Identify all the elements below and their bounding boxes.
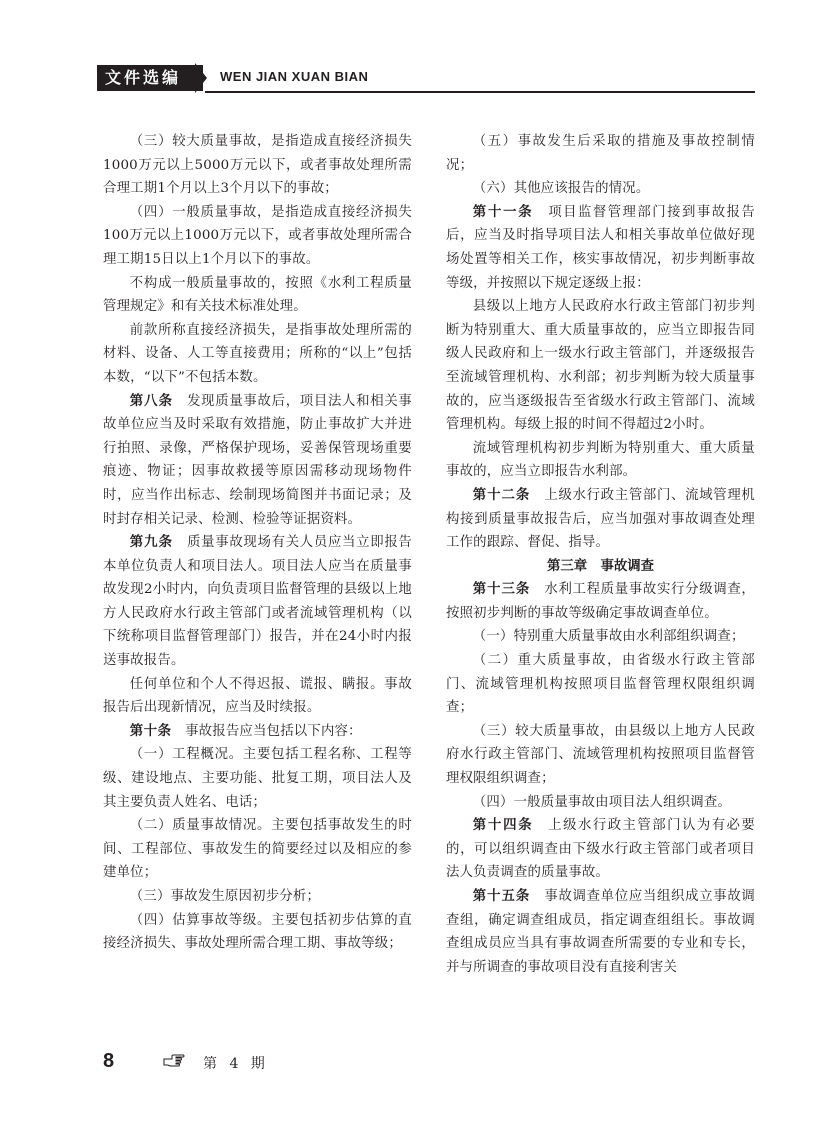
paragraph	[103, 743, 412, 814]
paragraph	[446, 791, 755, 815]
paragraph	[103, 201, 412, 272]
chapter-heading: 第三章 事故调查	[546, 558, 655, 574]
header-rule	[205, 91, 755, 93]
paragraph-text: （三）较大质量事故，由县级以上地方人民政府水行政主管部门、流域管理机构按照项目监督管理权限组织调查；	[446, 723, 755, 787]
article-number: 第八条	[129, 393, 173, 409]
paragraph-text: （五）事故发生后采取的措施及事故控制情况；	[446, 134, 755, 173]
paragraph	[446, 885, 755, 979]
paragraph-text: 流域管理机构初步判断为特别重大、重大质量事故的，应当立即报告水利部。	[446, 440, 755, 480]
paragraph	[446, 578, 755, 625]
paragraph-text: 上级水行政主管部门、流域管理机构接到质量事故报告后，应当加强对事故调查处理工作的跟踪、督促、指导。	[446, 487, 756, 551]
paragraph-text: （六）其他应该报告的情况。	[472, 181, 650, 197]
paragraph	[103, 531, 412, 673]
paragraph	[446, 177, 755, 201]
article-number: 第十五条	[472, 889, 531, 904]
article-number: 第十条	[129, 723, 172, 739]
paragraph-text: （二）重大质量事故，由省级水行政主管部门、流域管理机构按照项目监督管理权限组织调查；	[446, 653, 755, 716]
paragraph	[103, 909, 412, 956]
paragraph-text: 任何单位和个人不得迟报、谎报、瞒报。事故报告后出现新情况，应当及时续报。	[103, 676, 412, 716]
left-column	[103, 130, 412, 956]
paragraph	[446, 649, 755, 720]
paragraph	[103, 885, 412, 909]
paragraph-text: 事故报告应当包括以下内容：	[185, 723, 362, 739]
page-number: 8	[103, 1050, 115, 1072]
article-number: 第十二条	[472, 487, 531, 503]
paragraph	[103, 319, 412, 390]
paragraph	[446, 814, 755, 885]
paragraph-text: （四）估算事故等级。主要包括初步估算的直接经济损失、事故处理所需合理工期、事故等级；	[103, 912, 412, 952]
section-subtitle: WEN JIAN XUAN BIAN	[220, 69, 369, 84]
paragraph	[103, 130, 412, 201]
paragraph	[103, 390, 412, 532]
issue-label: 第 4 期	[203, 1056, 269, 1072]
paragraph	[103, 720, 412, 744]
paragraph-text: （三）较大质量事故，是指造成直接经济损失1000万元以上5000万元以下，或者事故处理所需合理工期1个月以上3个月以下的事故；	[103, 134, 412, 197]
paragraph-text: 质量事故现场有关人员应当立即报告本单位负责人和项目法人。项目法人应当在质量事故发现2小时内，向负责项目监督管理的县级以上地方人民政府水行政主管部门或者流域管理机构（以下统称项目监督管理部门）报告，并在24小时内报送事故报告。	[103, 535, 412, 669]
pointing-hand-icon	[163, 1054, 185, 1070]
paragraph	[103, 272, 412, 319]
paragraph	[446, 484, 755, 555]
paragraph-text: （二）质量事故情况。主要包括事故发生的时间、工程部位、事故发生的简要经过以及相应的参建单位；	[103, 818, 412, 881]
page-header	[0, 55, 839, 105]
paragraph	[446, 201, 755, 295]
paragraph-text: 上级水行政主管部门认为有必要的，可以组织调查由下级水行政主管部门或者项目法人负责调查的质量事故。	[446, 818, 755, 881]
tag-chevron	[195, 63, 207, 93]
paragraph-text: （四）一般质量事故，是指造成直接经济损失100万元以上1000万元以下，或者事故处理所需合理工期15日以上1个月以下的事故。	[103, 204, 412, 267]
article-number: 第九条	[129, 535, 173, 551]
paragraph-text: 前款所称直接经济损失，是指事故处理所需的材料、设备、人工等直接费用；所称的“以上”包括本数，“以下”不包括本数。	[103, 322, 412, 385]
article-number: 第十一条	[472, 204, 534, 220]
paragraph-text: 不构成一般质量事故的，按照《水利工程质量管理规定》和有关技术标准处理。	[103, 275, 412, 315]
paragraph-text: 水利工程质量事故实行分级调查，按照初步判断的事故等级确定事故调查单位。	[446, 582, 756, 621]
paragraph-text: （一）特别重大质量事故由水利部组织调查；	[472, 629, 745, 645]
paragraph-text: 事故调查单位应当组织成立事故调查组，确定调查组成员，指定调查组组长。事故调查组成员应当具有事故调查所需要的专业和专长，并与所调查的事故项目没有直接利害关	[446, 889, 756, 975]
paragraph-text: 发现质量事故后，项目法人和相关事故单位应当及时采取有效措施，防止事故扩大并进行拍照、录像，严格保护现场，妥善保管现场重要痕迹、物证；因事故救援等原因需移动现场物件时，应当作出标志、绘制现场简图并书面记录；及时封存相关记录、检测、检验等证据资料。	[103, 393, 412, 527]
right-column	[446, 130, 755, 979]
paragraph-text: 项目监督管理部门接到事故报告后，应当及时指导项目法人和相关事故单位做好现场处置等相关工作，核实事故情况，初步判断事故等级，并按照以下规定逐级上报：	[446, 204, 755, 291]
paragraph	[103, 673, 412, 720]
section-tag: 文件选编	[97, 65, 203, 91]
paragraph	[446, 130, 755, 177]
paragraph	[103, 814, 412, 885]
paragraph	[446, 437, 755, 484]
paragraph	[446, 625, 755, 649]
paragraph-text: （三）事故发生原因初步分析；	[129, 889, 321, 904]
paragraph	[446, 295, 755, 437]
paragraph	[446, 720, 755, 791]
paragraph-text: （一）工程概况。主要包括工程名称、工程等级、建设地点、主要功能、批复工期，项目法人及其主要负责人姓名、电话；	[103, 747, 412, 810]
article-number: 第十三条	[472, 582, 531, 598]
paragraph-text: 县级以上地方人民政府水行政主管部门初步判断为特别重大、重大质量事故的，应当立即报告同级人民政府和上一级水行政主管部门，并逐级报告至流域管理机构、水利部；初步判断为较大质量事故的，应当逐级报告至省级水行政主管部门、流域管理机构。每级上报的时间不得超过2小时。	[446, 299, 755, 433]
paragraph-text: （四）一般质量事故由项目法人组织调查。	[472, 794, 732, 810]
article-number: 第十四条	[472, 818, 534, 834]
